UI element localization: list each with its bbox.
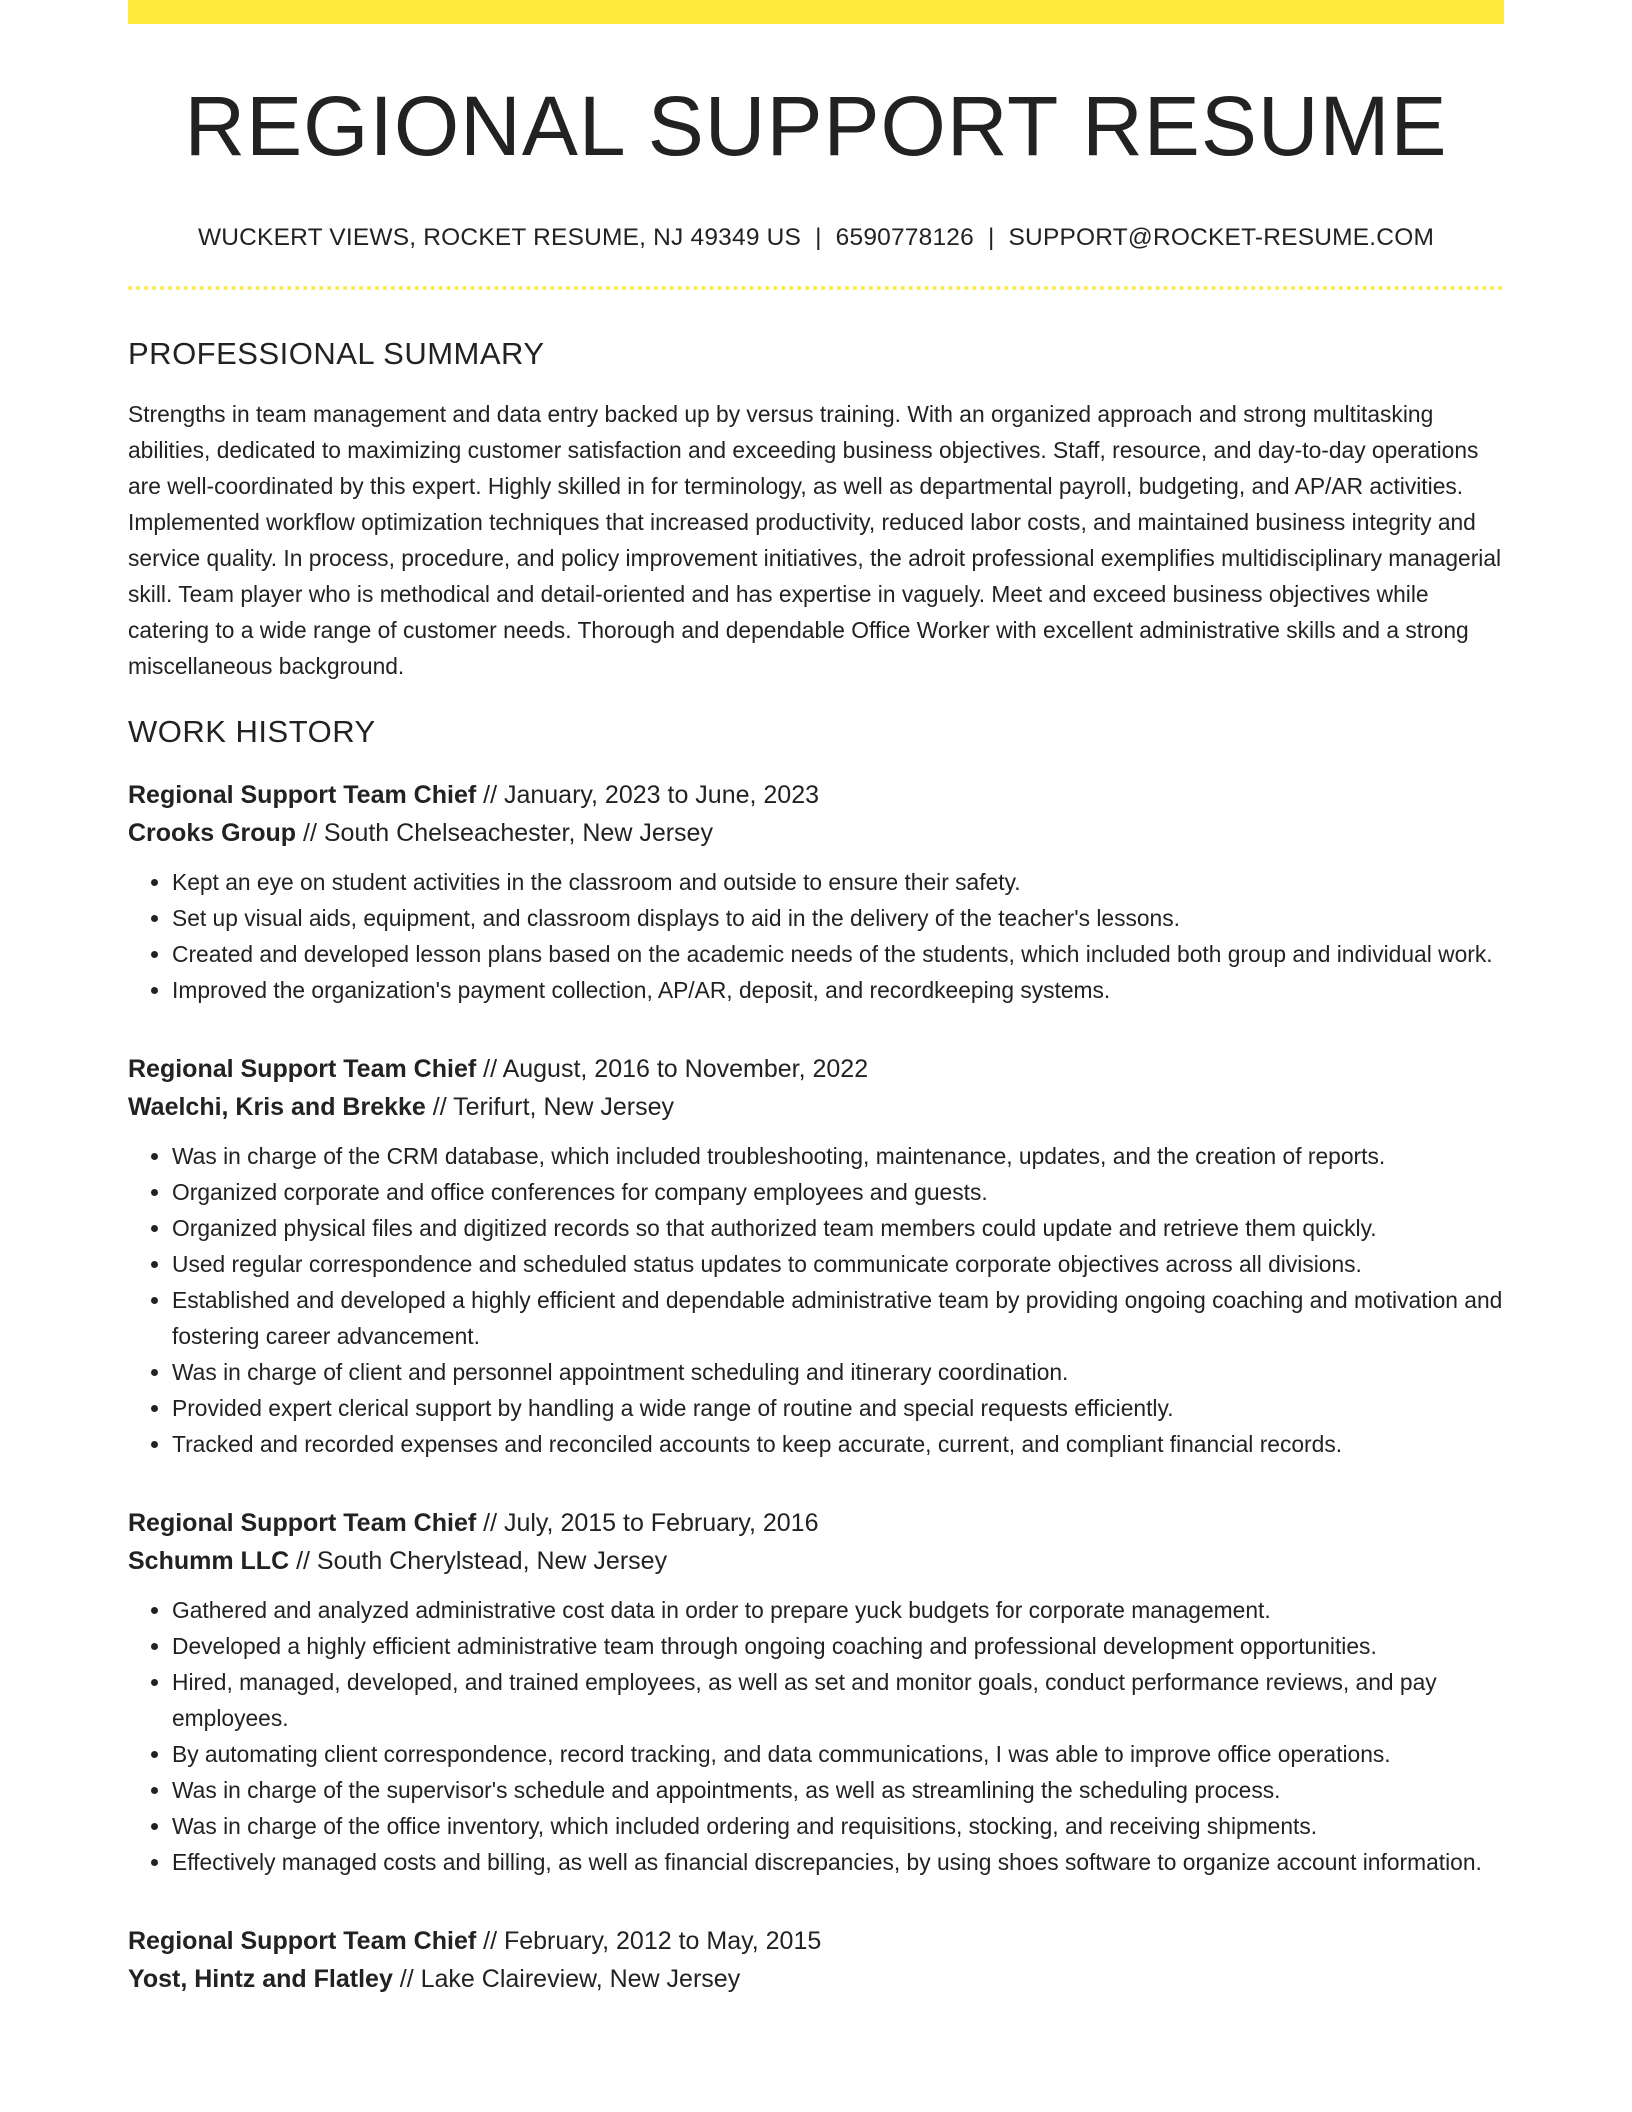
job-bullets [128, 1138, 1504, 1462]
job-role-line [128, 1050, 1504, 1088]
contact-email: SUPPORT@ROCKET-RESUME.COM [1008, 224, 1435, 252]
job-company-line [128, 1542, 1504, 1580]
job-bullet: • Established and developed a highly efficient and dependable administrative team by providing ongoing coaching and motivation and fostering career advancement. [172, 1282, 1504, 1354]
summary-heading: PROFESSIONAL SUMMARY [128, 336, 545, 372]
resume-content [128, 0, 1504, 1998]
contact-address: WUCKERT VIEWS, ROCKET RESUME, NJ 49349 US [197, 224, 802, 252]
job-bullets [128, 1592, 1504, 1880]
job-entry [128, 1050, 1504, 1462]
summary-text: Strengths in team management and data entry backed up by versus training. With an organized approach and strong multitasking abilities, dedicated to maximizing customer satisfaction and exceeding business objectives. Staff, resource, and day-to-day operations are well-coordinated by this expert. Highly skilled in for terminology, as well as departmental payroll, budgeting, and AP/AR activities. Implemented workflow optimization techniques that increased productivity, reduced labor costs, and maintained business integrity and service quality. In process, procedure, and policy improvement initiatives, the adroit professional exemplifies multidisciplinary managerial skill. Team player who is methodical and detail-oriented and has expertise in vaguely. Meet and exceed business objectives while catering to a wide range of customer needs. Thorough and dependable Office Worker with excellent administrative skills and a strong miscellaneous background. [128, 401, 1502, 680]
job-bullet: • Hired, managed, developed, and trained employees, as well as set and monitor goals, conduct performance reviews, and pay employees. [172, 1664, 1504, 1736]
job-list [128, 776, 1504, 1998]
job-bullet: • Used regular correspondence and scheduled status updates to communicate corporate objectives across all divisions. [172, 1246, 1504, 1282]
job-bullet: • Was in charge of the office inventory, which included ordering and requisitions, stocking, and receiving shipments. [172, 1808, 1504, 1844]
job-bullet: • Kept an eye on student activities in the classroom and outside to ensure their safety. [172, 864, 1504, 900]
job-company-line [128, 1088, 1504, 1126]
job-dates: // February, 2012 to May, 2015 [476, 1927, 822, 1956]
job-role: Regional Support Team Chief [128, 1927, 477, 1956]
contact-phone: 6590778126 [835, 224, 974, 252]
job-entry [128, 776, 1504, 1008]
job-dates: // January, 2023 to June, 2023 [476, 781, 820, 810]
job-role: Regional Support Team Chief [128, 1055, 477, 1084]
work-history-heading: WORK HISTORY [128, 714, 376, 750]
job-bullet: • Gathered and analyzed administrative cost data in order to prepare yuck budgets for corporate management. [172, 1592, 1504, 1628]
job-entry [128, 1922, 1504, 1998]
resume-title: REGIONAL SUPPORT RESUME [184, 79, 1448, 173]
job-location: // Terifurt, New Jersey [425, 1093, 675, 1122]
job-bullet: • Tracked and recorded expenses and reconciled accounts to keep accurate, current, and compliant financial records. [172, 1426, 1504, 1462]
job-role-line [128, 776, 1504, 814]
contact-separator: | [815, 224, 822, 252]
job-role: Regional Support Team Chief [128, 1509, 477, 1538]
job-bullet: • Organized corporate and office conferences for company employees and guests. [172, 1174, 1504, 1210]
contact-separator: | [987, 224, 995, 252]
job-location: // South Cherylstead, New Jersey [289, 1547, 668, 1576]
job-location: // Lake Claireview, New Jersey [392, 1965, 741, 1994]
contact-line [128, 224, 1504, 252]
job-bullets [128, 864, 1504, 1008]
job-bullet: • Set up visual aids, equipment, and classroom displays to aid in the delivery of the teacher's lessons. [172, 900, 1504, 936]
job-role-line [128, 1922, 1504, 1960]
job-bullet: • Effectively managed costs and billing, as well as financial discrepancies, by using shoes software to organize account information. [172, 1844, 1504, 1880]
job-bullet: • Was in charge of client and personnel appointment scheduling and itinerary coordination. [172, 1354, 1504, 1390]
header-divider [128, 286, 1504, 290]
job-company-line [128, 1960, 1504, 1998]
job-company: Schumm LLC [128, 1547, 290, 1576]
job-entry [128, 1504, 1504, 1880]
job-bullet: • Developed a highly efficient administrative team through ongoing coaching and professional development opportunities. [172, 1628, 1504, 1664]
job-company: Yost, Hintz and Flatley [128, 1965, 393, 1994]
job-company-line [128, 814, 1504, 852]
job-dates: // July, 2015 to February, 2016 [476, 1509, 819, 1538]
job-company: Crooks Group [128, 819, 297, 848]
job-bullet: • Provided expert clerical support by handling a wide range of routine and special requests efficiently. [172, 1390, 1504, 1426]
job-location: // South Chelseachester, New Jersey [296, 819, 713, 848]
job-bullet: • Improved the organization's payment collection, AP/AR, deposit, and recordkeeping systems. [172, 972, 1504, 1008]
job-company: Waelchi, Kris and Brekke [128, 1093, 426, 1122]
job-bullet: • Created and developed lesson plans based on the academic needs of the students, which included both group and individual work. [172, 936, 1504, 972]
job-dates: // August, 2016 to November, 2022 [476, 1055, 869, 1084]
job-bullet: • Was in charge of the supervisor's schedule and appointments, as well as streamlining the scheduling process. [172, 1772, 1504, 1808]
job-role: Regional Support Team Chief [128, 781, 477, 810]
top-accent-bar [128, 0, 1504, 24]
job-role-line [128, 1504, 1504, 1542]
job-bullet: • Was in charge of the CRM database, which included troubleshooting, maintenance, updates, and the creation of reports. [172, 1138, 1504, 1174]
job-bullet: • By automating client correspondence, record tracking, and data communications, I was able to improve office operations. [172, 1736, 1504, 1772]
job-bullet: • Organized physical files and digitized records so that authorized team members could update and retrieve them quickly. [172, 1210, 1504, 1246]
